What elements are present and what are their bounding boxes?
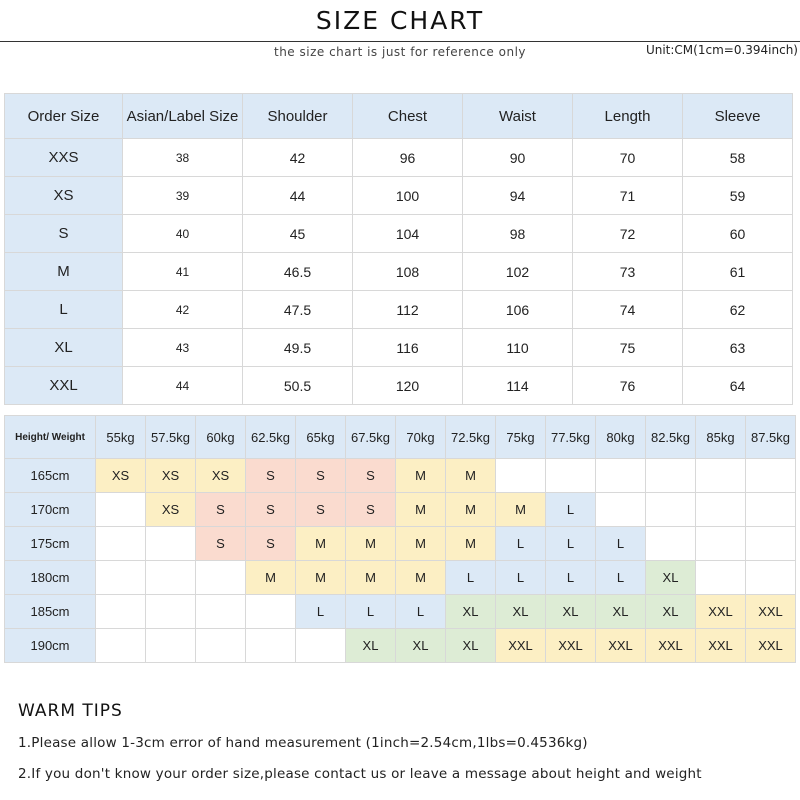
size-recommendation-cell: M — [346, 527, 396, 561]
weight-header: 85kg — [696, 416, 746, 459]
table-row — [5, 459, 796, 493]
size-recommendation-cell: L — [296, 595, 346, 629]
size-recommendation-cell: L — [546, 527, 596, 561]
size-recommendation-cell: M — [396, 527, 446, 561]
order-size-cell: XXS — [5, 139, 123, 177]
weight-header: 87.5kg — [746, 416, 796, 459]
size-recommendation-cell: L — [446, 561, 496, 595]
order-size-cell: M — [5, 253, 123, 291]
column-header: Chest — [353, 94, 463, 139]
measurement-cell: 120 — [353, 367, 463, 405]
size-recommendation-cell: XL — [396, 629, 446, 663]
size-recommendation-cell — [596, 493, 646, 527]
size-recommendation-cell — [546, 459, 596, 493]
size-recommendation-cell: XXL — [546, 629, 596, 663]
height-weight-corner: Height/ Weight — [5, 416, 96, 459]
measurement-cell: 76 — [573, 367, 683, 405]
size-recommendation-cell — [96, 629, 146, 663]
size-recommendation-cell: L — [596, 561, 646, 595]
size-recommendation-cell: M — [296, 527, 346, 561]
measurement-cell: 102 — [463, 253, 573, 291]
height-cell: 170cm — [5, 493, 96, 527]
order-size-cell: L — [5, 291, 123, 329]
measurement-cell: 114 — [463, 367, 573, 405]
size-recommendation-cell — [646, 527, 696, 561]
size-recommendation-cell: M — [396, 459, 446, 493]
table-row — [5, 177, 793, 215]
size-recommendation-cell — [146, 527, 196, 561]
size-recommendation-cell: M — [446, 527, 496, 561]
measurement-cell: 38 — [123, 139, 243, 177]
warm-tips-title: WARM TIPS — [18, 701, 123, 721]
measurement-cell: 43 — [123, 329, 243, 367]
size-recommendation-cell: S — [196, 493, 246, 527]
size-recommendation-cell: L — [496, 561, 546, 595]
size-recommendation-cell — [196, 629, 246, 663]
measurement-cell: 75 — [573, 329, 683, 367]
size-recommendation-cell: S — [246, 459, 296, 493]
size-recommendation-cell: XL — [496, 595, 546, 629]
measurement-cell: 44 — [123, 367, 243, 405]
column-header: Waist — [463, 94, 573, 139]
weight-header: 65kg — [296, 416, 346, 459]
size-recommendation-cell: M — [496, 493, 546, 527]
size-recommendation-cell: S — [196, 527, 246, 561]
order-size-cell: XL — [5, 329, 123, 367]
size-recommendation-cell: M — [346, 561, 396, 595]
height-cell: 165cm — [5, 459, 96, 493]
size-recommendation-cell — [746, 527, 796, 561]
measurement-cell: 71 — [573, 177, 683, 215]
measurement-cell: 106 — [463, 291, 573, 329]
measurement-cell: 94 — [463, 177, 573, 215]
height-cell: 185cm — [5, 595, 96, 629]
measurement-cell: 104 — [353, 215, 463, 253]
size-recommendation-cell: L — [346, 595, 396, 629]
weight-header: 55kg — [96, 416, 146, 459]
table-row — [5, 367, 793, 405]
measurement-cell: 58 — [683, 139, 793, 177]
size-recommendation-cell: XXL — [596, 629, 646, 663]
measurement-cell: 116 — [353, 329, 463, 367]
size-recommendation-cell — [146, 629, 196, 663]
size-recommendation-cell: XL — [546, 595, 596, 629]
size-recommendation-cell — [646, 459, 696, 493]
size-recommendation-cell — [246, 629, 296, 663]
measurement-cell: 49.5 — [243, 329, 353, 367]
size-recommendation-cell: XL — [646, 595, 696, 629]
unit-note: Unit:CM(1cm=0.394inch) — [645, 43, 798, 57]
size-table-header-row — [5, 94, 793, 139]
measurement-cell: 46.5 — [243, 253, 353, 291]
table-row — [5, 139, 793, 177]
size-recommendation-cell — [596, 459, 646, 493]
measurement-cell: 44 — [243, 177, 353, 215]
size-recommendation-cell: S — [246, 527, 296, 561]
size-recommendation-cell — [746, 493, 796, 527]
size-recommendation-cell: M — [446, 493, 496, 527]
weight-header: 72.5kg — [446, 416, 496, 459]
height-cell: 175cm — [5, 527, 96, 561]
size-recommendation-cell — [696, 527, 746, 561]
hw-table-header-row — [5, 416, 796, 459]
measurement-cell: 61 — [683, 253, 793, 291]
size-recommendation-cell: XXL — [496, 629, 546, 663]
column-header: Shoulder — [243, 94, 353, 139]
size-recommendation-cell: XL — [446, 629, 496, 663]
size-measurement-table — [4, 93, 793, 405]
weight-header: 67.5kg — [346, 416, 396, 459]
measurement-cell: 112 — [353, 291, 463, 329]
measurement-cell: 63 — [683, 329, 793, 367]
size-recommendation-cell — [696, 493, 746, 527]
measurement-cell: 50.5 — [243, 367, 353, 405]
measurement-cell: 74 — [573, 291, 683, 329]
size-recommendation-cell — [146, 595, 196, 629]
size-recommendation-cell — [196, 561, 246, 595]
table-row — [5, 595, 796, 629]
size-recommendation-cell — [696, 561, 746, 595]
column-header: Asian/Label Size — [123, 94, 243, 139]
size-recommendation-cell — [96, 595, 146, 629]
weight-header: 62.5kg — [246, 416, 296, 459]
size-recommendation-cell: S — [296, 493, 346, 527]
size-recommendation-cell — [96, 527, 146, 561]
size-recommendation-cell: S — [296, 459, 346, 493]
weight-header: 60kg — [196, 416, 246, 459]
height-cell: 190cm — [5, 629, 96, 663]
measurement-cell: 72 — [573, 215, 683, 253]
measurement-cell: 62 — [683, 291, 793, 329]
size-recommendation-cell: XXL — [746, 595, 796, 629]
subtitle: the size chart is just for reference only — [273, 45, 527, 59]
measurement-cell: 64 — [683, 367, 793, 405]
measurement-cell: 40 — [123, 215, 243, 253]
size-recommendation-cell — [246, 595, 296, 629]
weight-header: 80kg — [596, 416, 646, 459]
size-recommendation-cell: XS — [96, 459, 146, 493]
order-size-cell: S — [5, 215, 123, 253]
size-recommendation-cell: M — [446, 459, 496, 493]
size-recommendation-cell: M — [396, 561, 446, 595]
table-row — [5, 493, 796, 527]
size-recommendation-cell: L — [396, 595, 446, 629]
table-row — [5, 215, 793, 253]
size-recommendation-cell — [746, 561, 796, 595]
measurement-cell: 73 — [573, 253, 683, 291]
measurement-cell: 60 — [683, 215, 793, 253]
size-recommendation-cell: XL — [646, 561, 696, 595]
tip-item: 1.Please allow 1-3cm error of hand measurement (1inch=2.54cm,1lbs=0.4536kg) — [18, 735, 588, 751]
size-recommendation-cell: S — [346, 493, 396, 527]
size-recommendation-cell: L — [496, 527, 546, 561]
column-header: Length — [573, 94, 683, 139]
measurement-cell: 110 — [463, 329, 573, 367]
measurement-cell: 41 — [123, 253, 243, 291]
size-recommendation-cell — [496, 459, 546, 493]
size-recommendation-cell: XL — [446, 595, 496, 629]
column-header: Sleeve — [683, 94, 793, 139]
measurement-cell: 100 — [353, 177, 463, 215]
measurement-cell: 47.5 — [243, 291, 353, 329]
size-recommendation-cell — [96, 493, 146, 527]
size-recommendation-cell: XXL — [746, 629, 796, 663]
weight-header: 82.5kg — [646, 416, 696, 459]
page-title: SIZE CHART — [315, 6, 485, 35]
size-recommendation-cell — [696, 459, 746, 493]
size-recommendation-cell: M — [396, 493, 446, 527]
order-size-cell: XS — [5, 177, 123, 215]
measurement-cell: 108 — [353, 253, 463, 291]
size-recommendation-cell: M — [296, 561, 346, 595]
measurement-cell: 98 — [463, 215, 573, 253]
size-recommendation-cell — [746, 459, 796, 493]
title-divider — [0, 41, 800, 42]
size-recommendation-cell: XXL — [696, 629, 746, 663]
measurement-cell: 42 — [243, 139, 353, 177]
size-recommendation-cell: M — [246, 561, 296, 595]
height-cell: 180cm — [5, 561, 96, 595]
size-recommendation-cell: L — [546, 493, 596, 527]
tip-item: 2.If you don't know your order size,please contact us or leave a message about height and weight — [18, 766, 702, 782]
weight-header: 57.5kg — [146, 416, 196, 459]
size-recommendation-cell: XS — [146, 459, 196, 493]
size-recommendation-cell: S — [246, 493, 296, 527]
size-recommendation-cell — [196, 595, 246, 629]
measurement-cell: 45 — [243, 215, 353, 253]
size-recommendation-cell: XXL — [696, 595, 746, 629]
measurement-cell: 70 — [573, 139, 683, 177]
size-recommendation-cell — [646, 493, 696, 527]
height-weight-table — [4, 415, 796, 663]
table-row — [5, 527, 796, 561]
measurement-cell: 96 — [353, 139, 463, 177]
size-recommendation-cell: XS — [146, 493, 196, 527]
weight-header: 75kg — [496, 416, 546, 459]
size-recommendation-cell: L — [596, 527, 646, 561]
size-recommendation-cell — [296, 629, 346, 663]
measurement-cell: 59 — [683, 177, 793, 215]
measurement-cell: 39 — [123, 177, 243, 215]
size-recommendation-cell — [96, 561, 146, 595]
size-recommendation-cell: XXL — [646, 629, 696, 663]
measurement-cell: 90 — [463, 139, 573, 177]
column-header: Order Size — [5, 94, 123, 139]
table-row — [5, 629, 796, 663]
table-row — [5, 329, 793, 367]
size-recommendation-cell: XS — [196, 459, 246, 493]
measurement-cell: 42 — [123, 291, 243, 329]
order-size-cell: XXL — [5, 367, 123, 405]
table-row — [5, 291, 793, 329]
size-recommendation-cell: S — [346, 459, 396, 493]
size-recommendation-cell: L — [546, 561, 596, 595]
size-recommendation-cell — [146, 561, 196, 595]
size-recommendation-cell: XL — [596, 595, 646, 629]
table-row — [5, 561, 796, 595]
table-row — [5, 253, 793, 291]
weight-header: 77.5kg — [546, 416, 596, 459]
weight-header: 70kg — [396, 416, 446, 459]
size-recommendation-cell: XL — [346, 629, 396, 663]
